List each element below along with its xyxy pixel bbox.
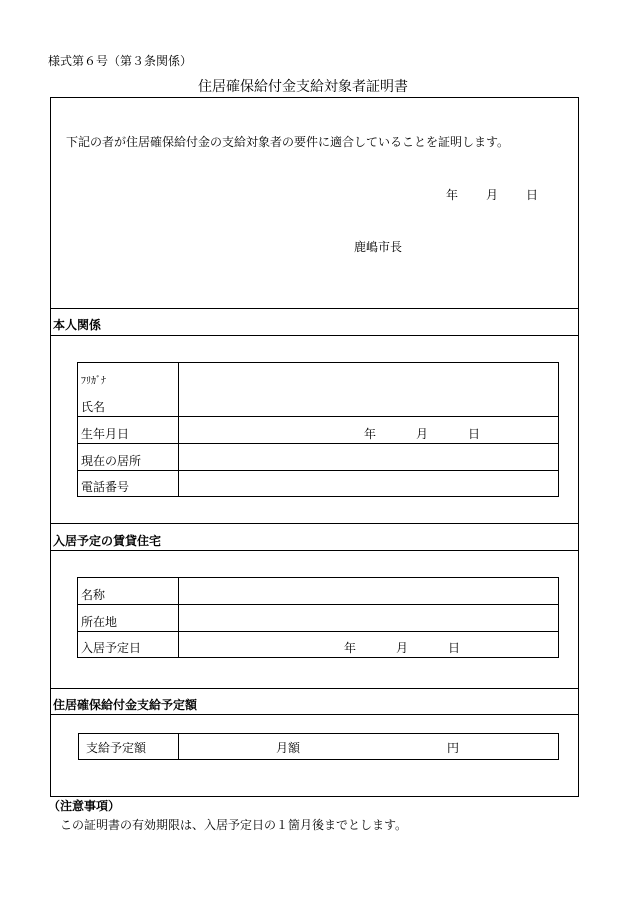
row-divider [78,416,558,417]
birth-year-unit: 年 [364,427,377,441]
section-header-payment: 住居確保給付金支給予定額 [53,698,198,712]
housing-name-label: 名称 [81,588,106,602]
section-divider [50,335,579,336]
move-in-date-label: 入居予定日 [81,641,142,655]
phone-label: 電話番号 [81,480,130,494]
notes-header: （注意事項） [48,799,121,813]
housing-table [77,577,559,658]
birthdate-label: 生年月日 [81,427,130,441]
section-divider [50,688,579,689]
section-divider [50,714,579,715]
column-divider [178,734,179,759]
name-label: 氏名 [81,400,106,414]
document-title: 住居確保給付金支給対象者証明書 [198,79,408,95]
move-in-month-unit: 月 [396,641,409,655]
column-divider [178,578,179,657]
address-label: 現在の居所 [81,454,142,468]
form-number: 様式第６号（第３条関係） [48,54,193,68]
yen-unit: 円 [447,741,460,755]
section-header-housing: 入居予定の賃貸住宅 [53,534,162,548]
housing-location-label: 所在地 [81,615,118,629]
issuer-name: 鹿嶋市長 [354,240,403,254]
column-divider [178,363,179,496]
furigana-label: ﾌﾘｶﾞﾅ [81,376,106,387]
certification-date-year: 年 [446,188,459,202]
row-divider [78,470,558,471]
notes-text: この証明書の有効期限は、入居予定日の１箇月後までとします。 [60,818,408,832]
amount-label: 支給予定額 [86,741,147,755]
section-divider [50,308,579,309]
certification-statement: 下記の者が住居確保給付金の支給対象者の要件に適合していることを証明します。 [66,135,510,149]
move-in-day-unit: 日 [448,641,461,655]
certification-date-month: 月 [486,188,499,202]
section-header-person: 本人関係 [53,318,102,332]
birth-month-unit: 月 [416,427,429,441]
row-divider [78,604,558,605]
move-in-year-unit: 年 [344,641,357,655]
birth-day-unit: 日 [468,427,481,441]
person-table [77,362,559,497]
row-divider [78,443,558,444]
section-divider [50,523,579,524]
monthly-label: 月額 [276,741,301,755]
payment-table [78,733,559,760]
section-divider [50,550,579,551]
row-divider [78,631,558,632]
certification-date-day: 日 [526,188,539,202]
